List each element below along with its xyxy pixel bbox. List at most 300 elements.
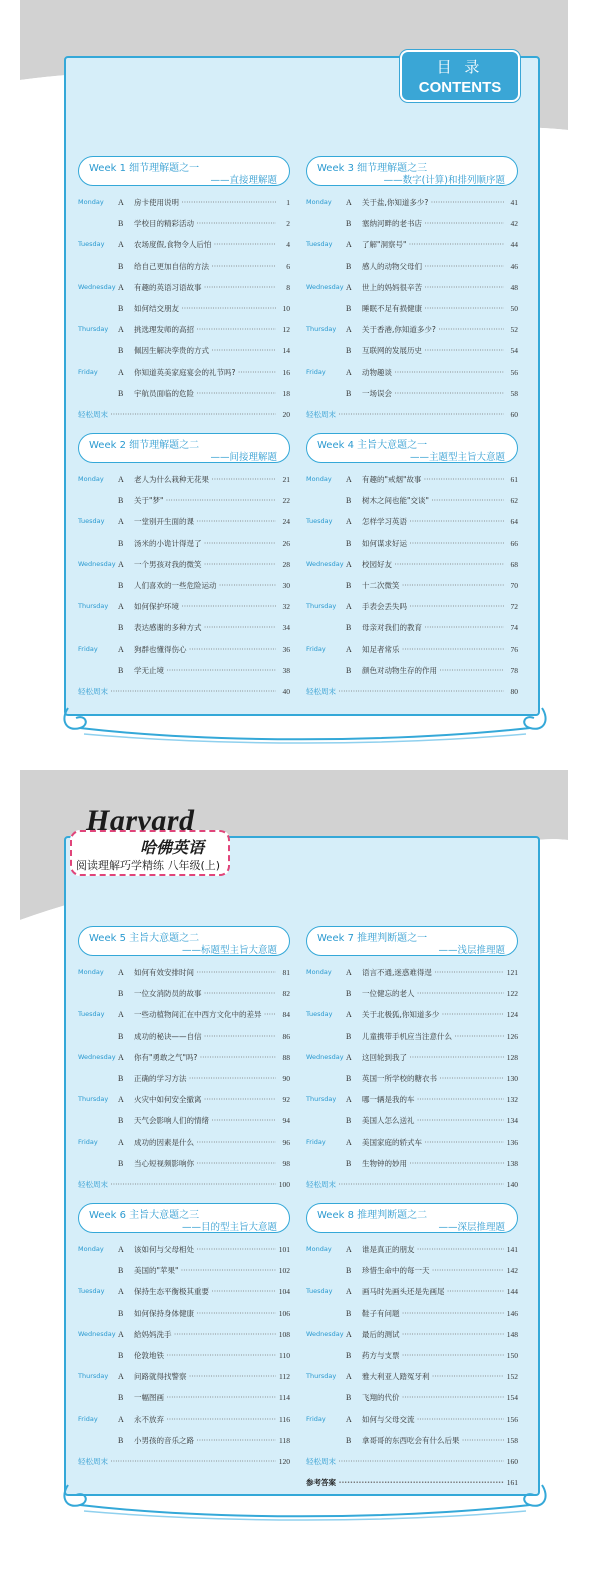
page-number: 6 [286,261,290,271]
week-title: Week 2 细节理解题之二 [89,440,200,452]
entry-title-wrap [362,1366,504,1387]
entry-title: 宇航员面临的危险 [134,388,194,398]
entry-title-wrap [134,490,276,511]
page-number: 2 [286,219,290,229]
page-number: 134 [506,1116,518,1126]
entry-title-wrap [362,469,504,490]
page-number: 21 [282,475,290,485]
entry-title: 颜色对动物生存的作用 [362,665,437,675]
contents-header-box [400,50,520,102]
entry-title: 关于香港,你知道多少? [362,325,436,335]
toc-entry [78,511,290,532]
day-label: Thursday [78,1372,109,1381]
page-number: 154 [506,1393,518,1403]
entry-title-wrap [362,1303,504,1324]
toc-entry [306,1366,518,1387]
passage-letter: A [346,1245,352,1255]
entry-title-wrap [362,1430,504,1451]
page-number: 64 [510,517,518,527]
entry-title: 你知道英美家庭宴会的礼节吗? [134,367,236,377]
week-section [306,926,518,1195]
entry-title: 飞翔的代价 [362,1393,400,1403]
entry-title: 如何有效安排时间 [134,968,194,977]
entry-title: 美国家庭的轿式车 [362,1137,422,1147]
passage-letter: B [118,1031,124,1041]
page-number: 112 [279,1372,290,1382]
day-label: Monday [78,475,104,484]
toc-entry [306,596,518,617]
entry-title: 一幅图画 [134,1393,164,1403]
week-section [306,156,518,425]
toc-entry [78,319,290,340]
toc-weekend-row [306,404,518,425]
entry-title: 关于北极狐,你知道多少 [362,1010,440,1020]
entry-title-wrap [362,533,504,554]
day-label: Tuesday [306,1010,333,1019]
entry-title: 学校目的精彩活动 [134,219,194,229]
page-number: 58 [510,388,518,398]
toc-entry [306,533,518,554]
entry-title-wrap [306,1472,504,1493]
page-number: 48 [510,282,518,292]
toc-entry [78,575,290,596]
week-subtitle: ——浅层推理题 [438,945,505,956]
week-section [78,1203,290,1472]
entry-title-wrap [134,1430,276,1451]
entry-title-wrap [306,404,504,425]
passage-letter: A [118,1245,124,1255]
page-number: 32 [282,602,290,612]
entry-title: 如何与父母交流 [362,1414,415,1424]
toc-entry [78,1068,290,1089]
entry-title-wrap [362,256,504,277]
entry-title: 校园好友 [362,559,392,569]
page-number: 20 [282,409,290,419]
entry-title-wrap [362,319,504,340]
day-label: Friday [306,1137,326,1146]
page-number: 96 [282,1137,290,1147]
passage-letter: A [346,282,352,292]
entry-title: 你有"勇敢之气"吗? [134,1052,198,1062]
page-number: 82 [282,989,290,999]
entry-title-wrap [362,234,504,255]
passage-letter: A [118,517,124,527]
entry-title: 如何结交朋友 [134,303,179,313]
entry-title: 轻松周末 [78,686,108,696]
entry-title-wrap [362,1132,504,1153]
entry-title: 问路就得找警察 [134,1372,187,1382]
page-number: 24 [282,517,290,527]
passage-letter: A [118,602,124,612]
toc-entry [78,1281,290,1302]
passage-letter: A [118,1095,124,1105]
entry-title: 关于"梦" [134,496,164,506]
passage-letter: B [118,303,124,313]
toc-weekend-row [78,681,290,702]
day-label: Monday [78,968,104,976]
entry-title: 哪一辆是我的车 [362,1095,415,1105]
toc-entry [306,277,518,298]
entry-title-wrap [362,1068,504,1089]
entry-title-wrap [362,660,504,681]
entry-title: 成功的秘诀——自信 [134,1031,202,1041]
toc-entry [306,1345,518,1366]
toc-entry [306,1324,518,1345]
week-subtitle: ——直接理解题 [210,175,277,186]
day-label: Friday [78,644,98,653]
toc-entry [306,617,518,638]
day-label: Friday [306,1414,326,1423]
passage-letter: A [346,1329,352,1339]
entry-title: 永不放弃 [134,1414,164,1424]
page-number: 86 [282,1031,290,1041]
toc-entry [306,234,518,255]
passage-letter: A [118,1414,124,1424]
toc-entry [78,234,290,255]
entry-title: 雅大利亚人踏冤牙利 [362,1372,430,1382]
contents-page-1 [20,0,568,765]
day-label: Monday [306,475,332,484]
entry-title-wrap [362,962,504,983]
entry-title: 小男孩的音乐之路 [134,1435,194,1445]
passage-letter: B [118,261,124,271]
passage-letter: A [346,1287,352,1297]
contents-title-en: CONTENTS [418,79,502,96]
week-section [306,1203,518,1493]
entry-title: 给自己更加自信的方法 [134,261,209,271]
entry-title: 轻松周末 [78,1456,108,1466]
toc-entry [78,1430,290,1451]
entry-title: 睡眠不足有损健康 [362,303,422,313]
page-number: 4 [286,240,290,250]
passage-letter: B [118,346,124,356]
toc-weekend-row [78,404,290,425]
passage-letter: A [118,1329,124,1339]
page-number: 88 [282,1052,290,1062]
toc-entry [78,1026,290,1047]
toc-entry [306,469,518,490]
passage-letter: B [118,1073,124,1083]
day-label: Thursday [306,602,337,611]
week-subtitle: ——数字(计算)和排列顺序题 [383,175,505,186]
entry-title: 轻松周末 [78,1179,108,1189]
page-number: 60 [510,409,518,419]
entry-title-wrap [134,319,276,340]
week-title: Week 3 细节理解题之三 [317,163,428,174]
brand-logo [70,804,232,876]
toc-entry [306,1281,518,1302]
toc-column-right [306,156,518,702]
passage-letter: B [346,581,352,590]
entry-title-wrap [362,490,504,511]
passage-letter: B [118,989,124,999]
week-heading [306,433,518,463]
page-number: 132 [506,1095,518,1105]
entry-title-wrap [134,298,276,319]
entry-title: 汤米的小诡计得逞了 [134,538,202,548]
page-number: 142 [506,1266,518,1276]
toc-entry [306,1153,518,1174]
toc-entry [78,1345,290,1366]
passage-letter: B [118,1116,124,1126]
entry-title-wrap [362,1281,504,1302]
passage-letter: B [346,496,352,506]
entry-title: 伦敦地铁 [134,1351,164,1360]
page-number: 14 [282,346,290,356]
page-number: 30 [282,581,290,590]
entry-title: 一个男孩对我的微笑 [134,559,202,569]
entry-title: 农场度假,食物令人后怕 [134,240,212,250]
day-label: Monday [78,1245,104,1254]
entry-title-wrap [362,511,504,532]
entry-title: 成功的因素是什么 [134,1137,194,1147]
entry-title-wrap [134,1303,276,1324]
day-label: Thursday [78,325,109,334]
entry-title-wrap [362,362,504,383]
passage-letter: B [118,1266,124,1276]
page-number: 122 [506,989,518,999]
entry-title: 知足者常乐 [362,644,400,654]
week-section [78,926,290,1195]
day-label: Tuesday [306,517,333,526]
entry-title-wrap [362,277,504,298]
week-heading [306,1203,518,1233]
passage-letter: A [346,1095,352,1105]
passage-letter: A [118,282,124,292]
page-number: 50 [510,303,518,313]
entry-title-wrap [134,1153,276,1174]
entry-title-wrap [134,1366,276,1387]
entry-title-wrap [134,660,276,681]
week-subtitle: ——目的型主旨大意题 [181,1222,277,1234]
passage-letter: B [118,623,124,633]
entry-title-wrap [134,256,276,277]
page-number: 44 [510,240,518,250]
toc-weekend-row [78,1451,290,1472]
page-number: 130 [506,1073,518,1083]
toc-entry [306,1004,518,1025]
page-number: 124 [506,1010,518,1020]
entry-title-wrap [134,1345,276,1366]
page-number: 28 [282,559,290,569]
passage-letter: B [346,989,352,999]
entry-title-wrap [134,1239,276,1260]
entry-title: 狗群也懂得伤心 [134,644,187,654]
entry-title: 学无止境 [134,665,164,675]
passage-letter: A [346,602,352,612]
entry-title: 一位女消防员的故事 [134,989,202,999]
page-number: 98 [282,1158,290,1168]
toc-entry [306,1132,518,1153]
toc-entry [306,1430,518,1451]
page-number: 161 [506,1478,518,1488]
page-number: 54 [510,346,518,356]
entry-title: 英国一所学校的糖衣书 [362,1073,437,1083]
day-label: Friday [78,367,98,376]
passage-letter: A [118,367,124,377]
toc-entry [78,192,290,213]
entry-title-wrap [362,340,504,361]
passage-letter: B [346,1308,352,1318]
page-number: 136 [506,1137,518,1147]
entry-title: 如何保护环境 [134,602,179,612]
entry-title: 保持生态平衡极其重要 [134,1287,209,1297]
page-number: 1 [286,198,290,207]
passage-letter: B [346,388,352,398]
day-label: Tuesday [78,517,105,526]
toc-entry [306,213,518,234]
toc-entry [78,213,290,234]
entry-title: 給妈妈洗手 [134,1329,172,1339]
entry-title: 动物趣谈 [362,367,392,377]
day-label: Wednesday [306,1052,344,1061]
entry-title-wrap [362,1026,504,1047]
entry-title-wrap [362,1089,504,1110]
toc-entry [306,1303,518,1324]
day-label: Tuesday [306,1287,333,1296]
passage-letter: B [346,219,352,229]
entry-title: 人们喜欢的一些危险运动 [134,581,217,590]
day-label: Thursday [306,1095,337,1104]
book-subtitle: 阅读理解巧学精练 八年级(上) [76,859,221,872]
week-title: Week 7 推理判断题之一 [317,933,428,944]
passage-letter: A [118,559,124,569]
entry-title: 美国的"苹果" [134,1266,179,1276]
passage-letter: A [346,198,352,207]
entry-title-wrap [134,340,276,361]
toc-entry [78,256,290,277]
entry-title-wrap [134,213,276,234]
page-number: 92 [282,1095,290,1105]
entry-title-wrap [362,298,504,319]
entry-title-wrap [362,1239,504,1260]
entry-title-wrap [306,1174,504,1195]
passage-letter: A [346,475,352,485]
toc-entry [78,277,290,298]
toc-entry [78,1153,290,1174]
passage-letter: A [346,517,352,527]
page-number: 78 [510,665,518,675]
day-label: Wednesday [306,1329,344,1338]
page-number: 56 [510,367,518,377]
entry-title-wrap [306,1451,504,1472]
entry-title-wrap [362,1110,504,1131]
contents-page-2 [20,770,568,1535]
page-number: 36 [282,644,290,654]
day-label: Wednesday [78,559,116,568]
toc-entry [78,1387,290,1408]
week-subtitle: ——主题型主旨大意题 [409,452,505,464]
entry-title: 天气会影响人们的情绪 [134,1116,209,1126]
entry-title-wrap [134,983,276,1004]
entry-title: 轻松周末 [306,409,336,419]
passage-letter: A [346,240,352,250]
day-label: Thursday [306,1372,337,1381]
entry-title-wrap [362,1047,504,1068]
page-number: 126 [506,1031,518,1041]
passage-letter: A [118,1052,124,1062]
toc-entry [306,362,518,383]
entry-title-wrap [362,554,504,575]
entry-title: 最后的测试 [362,1329,400,1339]
passage-letter: A [346,1137,352,1147]
passage-letter: B [346,1031,352,1041]
passage-letter: A [118,1372,124,1382]
entry-title: 这回轮到我了 [362,1052,407,1062]
toc-entry [306,1260,518,1281]
entry-title: 一场误会 [362,388,392,398]
toc-weekend-row [306,681,518,702]
entry-title-wrap [134,533,276,554]
passage-letter: B [346,261,352,271]
entry-title: 当心短视频影响你 [134,1158,194,1168]
page-number: 68 [510,559,518,569]
day-label: Friday [78,1414,98,1423]
week-title: Week 4 主旨大意题之一 [317,440,428,452]
passage-letter: A [118,325,124,335]
toc-entry [78,362,290,383]
week-subtitle: ——深层推理题 [438,1222,505,1234]
passage-letter: B [346,1073,352,1083]
entry-title: 火灾中如何安全撤离 [134,1095,202,1105]
week-title: Week 5 主旨大意题之二 [89,933,200,944]
page-number: 66 [510,538,518,548]
toc-entry [306,298,518,319]
week-title: Week 6 主旨大意题之三 [89,1210,200,1222]
passage-letter: A [346,1010,352,1020]
entry-title: 画马时先画头还是先画尾 [362,1287,445,1297]
toc-entry [78,1324,290,1345]
page-number: 160 [506,1456,518,1466]
entry-title-wrap [134,362,276,383]
passage-letter: B [118,1308,124,1318]
entry-title: 珍惜生命中的每一天 [362,1266,430,1276]
page-number: 146 [506,1308,518,1318]
week-heading [306,926,518,956]
toc-column-left [78,926,290,1472]
entry-title: 谁是真正的朋友 [362,1245,415,1255]
passage-letter: B [118,1158,124,1168]
entry-title: 轻松周末 [306,1456,336,1466]
entry-title: 表达感谢的多种方式 [134,623,202,633]
toc-entry [78,554,290,575]
passage-letter: A [346,968,352,977]
entry-title: 拿哥哥的东西吃会有什么后果 [362,1435,460,1445]
entry-title-wrap [134,1068,276,1089]
page-number: 121 [506,968,518,977]
passage-letter: B [118,1351,124,1360]
toc-weekend-row [306,1174,518,1195]
page-number: 100 [278,1179,290,1189]
passage-letter: B [346,346,352,356]
page-curl-decoration [60,698,550,746]
toc-entry [306,660,518,681]
entry-title: 房卡使用说明 [134,198,179,207]
toc-answer-row [306,1472,518,1493]
page-number: 40 [282,686,290,696]
page-number: 116 [279,1414,290,1424]
page-number: 8 [286,282,290,292]
toc-entry [78,1366,290,1387]
entry-title-wrap [362,1387,504,1408]
entry-title-wrap [134,1132,276,1153]
week-heading [78,156,290,186]
toc-entry [306,575,518,596]
page-number: 80 [510,686,518,696]
entry-title: 互联网的发展历史 [362,346,422,356]
day-label: Tuesday [78,240,105,249]
day-label: Wednesday [306,282,344,291]
